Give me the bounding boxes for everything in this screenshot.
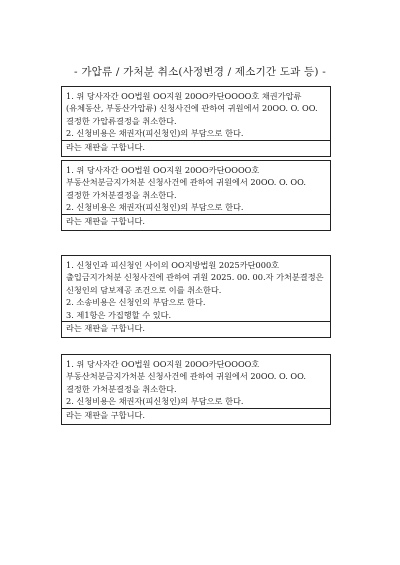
clause-line: 2. 신청비용은 채권자(피신청인)의 부담으로 한다. — [66, 396, 244, 407]
clause-box-1 — [61, 86, 331, 157]
clause-line: 1. 신청인과 피신청인 사이의 OO지방법원 2025카단000호 출입금지가처분 신청사건에 관하여 귀원 2025. 00. 00.자 가처분결정은 신청인의 담보제공 조건으로 이를 취소한다. — [66, 260, 324, 295]
clause-line: 3. 제1항은 가집행할 수 있다. — [66, 309, 172, 320]
closing-line: 라는 재판을 구합니다. — [62, 214, 330, 227]
clause-line: 2. 신청비용은 채권자(피신청인)의 부담으로 한다. — [66, 202, 244, 213]
clause-box-3 — [61, 255, 331, 338]
closing-line: 라는 재판을 구합니다. — [62, 140, 330, 153]
closing-line: 라는 재판을 구합니다. — [62, 321, 330, 334]
clause-line: 2. 소송비용은 신청인의 부담으로 한다. — [66, 297, 206, 308]
clause-line: 1. 위 당사자간 OO법원 OO지원 20OO카단OOOO호 부동산처분금지가처분 신청사건에 관하여 귀원에서 20OO. O. OO. 결정한 가처분결정을 취소한다. — [66, 165, 306, 200]
clause-line: 1. 위 당사자간 OO법원 OO지원 20OO카단OOOO호 부동산처분금지가처분 신청사건에 관하여 귀원에서 20OO. O. OO. 결정한 가처분결정을 취소한다. — [66, 359, 306, 394]
closing-line: 라는 재판을 구합니다. — [62, 408, 330, 421]
clause-box-4 — [61, 354, 331, 425]
page-title: - 가압류 / 가처분 취소(사정변경 / 제소기간 도과 등) - — [74, 66, 326, 78]
clause-box-2 — [61, 160, 331, 231]
clause-line: 1. 위 당사자간 OO법원 OO지원 20OO카단OOOO호 채권가압류(유체동산, 부동산가압류) 신청사건에 관하여 귀원에서 20OO. O. OO. 결정한 가압류결정을 취소한다. — [66, 91, 318, 126]
clause-line: 2. 신청비용은 채권자(피신청인)의 부담으로 한다. — [66, 128, 244, 139]
